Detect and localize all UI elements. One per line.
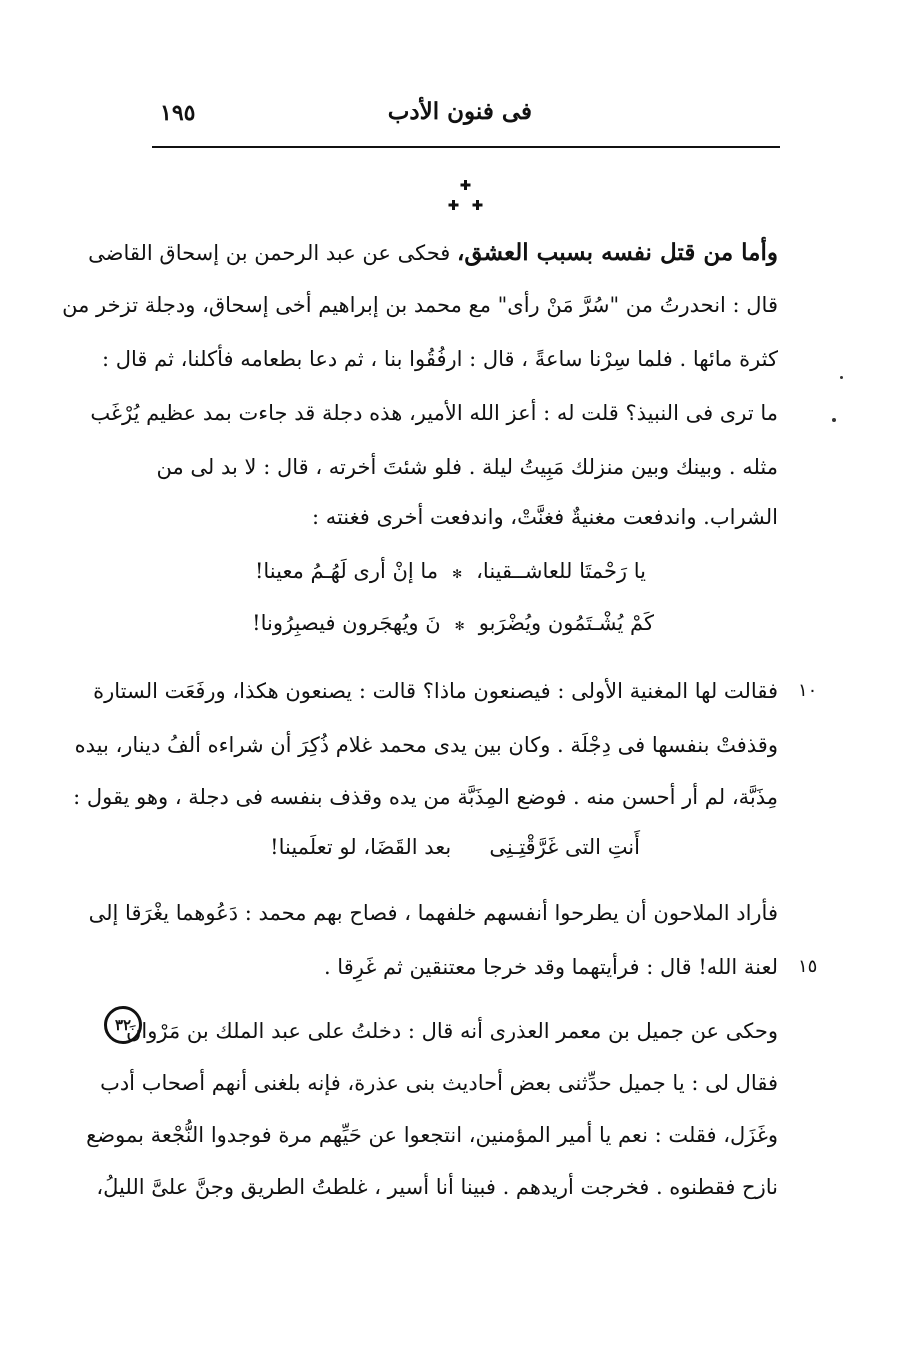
page-header bbox=[152, 96, 777, 140]
page-number: ١٩٥ bbox=[160, 100, 196, 126]
text-line: فقال لى : يا جميل حدِّثنى بعض أحاديث بنى عذرة، فإنه بلغنى أنهم أصحاب أدب bbox=[100, 1071, 778, 1095]
text-line: كثرة مائها . فلما سِرْنا ساعةً ، قال : ارفُقُوا بنا ، ثم دعا بطعامه فأكلنا، ثم قال : bbox=[102, 347, 778, 371]
text-line: فأراد الملاحون أن يطرحوا أنفسهم خلفهما ، فصاح بهم محمد : دَعُوهما يغْرَقا إلى bbox=[88, 901, 778, 925]
verse-line bbox=[270, 832, 640, 865]
margin-line-number: ١٠ bbox=[798, 680, 818, 701]
verse-line bbox=[255, 556, 646, 589]
scan-speck bbox=[832, 418, 836, 422]
text-line: لعنة الله! قال : فرأيتهما وقد خرجا معتنقين ثم غَرِقا . bbox=[323, 955, 778, 979]
lead-phrase: وأما من قتل نفسه بسبب العشق، bbox=[457, 239, 778, 266]
running-title: فى فنون الأدب bbox=[387, 98, 532, 125]
text-line: وقذفتْ بنفسها فى دِجْلَة . وكان بين يدى محمد غلام ذُكِرَ أن شراءه ألفُ دينار، بيده bbox=[74, 733, 778, 757]
text-line: وحكى عن جميل بن معمر العذرى أنه قال : دخلتُ على عبد الملك بن مَرْوانَ bbox=[125, 1019, 778, 1043]
circled-section-badge: ٣٢ bbox=[104, 1006, 142, 1044]
margin-line-number: ١٥ bbox=[798, 956, 818, 977]
verse-separator: ✻ bbox=[454, 619, 465, 633]
hemistich-right: كَمْ يُشْـتَمُون ويُضْرَبو bbox=[478, 611, 654, 635]
scan-speck bbox=[840, 376, 843, 379]
text-line: مثله . وبينك وبين منزلك مَبِيتُ ليلة . فلو شئتَ أخرته ، قال : لا بد لى من bbox=[156, 455, 778, 479]
text-line: فقالت لها المغنية الأولى : فيصنعون ماذا؟ قالت : يصنعون هكذا، ورفَعَت الستارة bbox=[93, 679, 778, 703]
verse-separator: ✻ bbox=[452, 567, 463, 581]
hemistich-right: أَنتِ التى غَرَّقْتِـنِى bbox=[489, 835, 640, 859]
text-line: وأما من قتل نفسه بسبب العشق، فحكى عن عبد الرحمن بن إسحاق القاضى bbox=[88, 239, 778, 266]
text-line: وغَزَل، فقلت : نعم يا أمير المؤمنين، انتجعوا عن حَيِّهم مرة فوجدوا النُّجْعة بموضع bbox=[86, 1123, 778, 1147]
header-rule bbox=[152, 146, 780, 148]
text-line: نازح فقطنوه . فخرجت أريدهم . فبينا أنا أسير ، غلطتُ الطريق وجنَّ علىَّ الليلُ، bbox=[96, 1175, 778, 1199]
hemistich-left: بعد القَضَا، لو تعلَمينا! bbox=[270, 835, 452, 859]
text-line: قال : انحدرتُ من "سُرَّ مَنْ رأى" مع محمد بن إبراهيم أخى إسحاق، ودجلة تزخر من bbox=[62, 293, 778, 317]
verse-line bbox=[252, 608, 654, 641]
hemistich-left: نَ ويُهجَرون فيصبِرُونا! bbox=[252, 611, 441, 635]
text-line: مِذَبَّة، لم أر أحسن منه . فوضع المِذَبَّة من يده وقذف بنفسه فى دجلة ، وهو يقول : bbox=[73, 785, 778, 809]
hemistich-right: يا رَحْمتَا للعاشــقينا، bbox=[476, 559, 646, 583]
text-line: ما ترى فى النبيذ؟ قلت له : أعز الله الأمير، هذه دجلة قد جاءت بمد عظيم يُرْغَب bbox=[90, 401, 778, 425]
text-line: الشراب. واندفعت مغنيةٌ فغنَّتْ، واندفعت أخرى فغنته : bbox=[311, 505, 778, 529]
three-cross-ornament-icon bbox=[446, 178, 486, 214]
hemistich-left: ما إنْ أرى لَهُـمُ معينا! bbox=[254, 559, 439, 583]
